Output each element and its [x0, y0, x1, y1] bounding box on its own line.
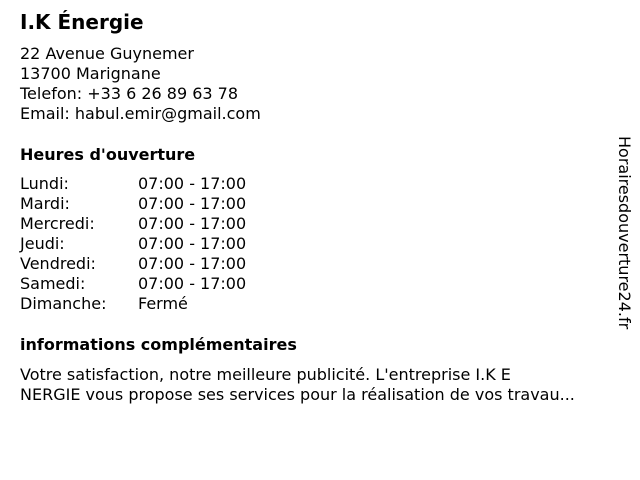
phone-text: Telefon: +33 6 26 89 63 78 [20, 84, 239, 103]
hours-row [20, 194, 246, 214]
hours-time: 07:00 - 17:00 [138, 254, 247, 273]
hours-day: Mardi: [20, 194, 70, 213]
email-text: Email: habul.emir@gmail.com [20, 104, 261, 123]
hours-day: Vendredi: [20, 254, 96, 273]
address-line-city: 13700 Marignane [20, 64, 161, 83]
info-line: Votre satisfaction, notre meilleure publicité. L'entreprise I.K E [20, 365, 511, 384]
hours-day: Mercredi: [20, 214, 95, 233]
hours-time: 07:00 - 17:00 [138, 234, 247, 253]
hours-heading: Heures d'ouverture [20, 145, 196, 164]
hours-day: Dimanche: [20, 294, 107, 313]
hours-day: Samedi: [20, 274, 86, 293]
business-contact [20, 44, 261, 124]
info-line: NERGIE vous propose ses services pour la réalisation de vos travau... [20, 385, 575, 404]
hours-time: 07:00 - 17:00 [138, 194, 247, 213]
hours-table [20, 174, 246, 314]
hours-row [20, 254, 246, 274]
info-description [20, 365, 575, 405]
info-heading: informations complémentaires [20, 335, 297, 354]
hours-row [20, 214, 246, 234]
address-line-street: 22 Avenue Guynemer [20, 44, 194, 63]
hours-time: 07:00 - 17:00 [138, 274, 247, 293]
hours-row [20, 294, 246, 314]
hours-time: 07:00 - 17:00 [138, 214, 247, 233]
hours-day: Lundi: [20, 174, 69, 193]
hours-day: Jeudi: [20, 234, 65, 253]
hours-time: Fermé [138, 294, 188, 313]
business-name: I.K Énergie [20, 10, 144, 34]
hours-row [20, 274, 246, 294]
hours-time: 07:00 - 17:00 [138, 174, 247, 193]
hours-row [20, 234, 246, 254]
hours-row [20, 174, 246, 194]
site-brand-label: Horairesdouverture24.fr [615, 136, 634, 330]
